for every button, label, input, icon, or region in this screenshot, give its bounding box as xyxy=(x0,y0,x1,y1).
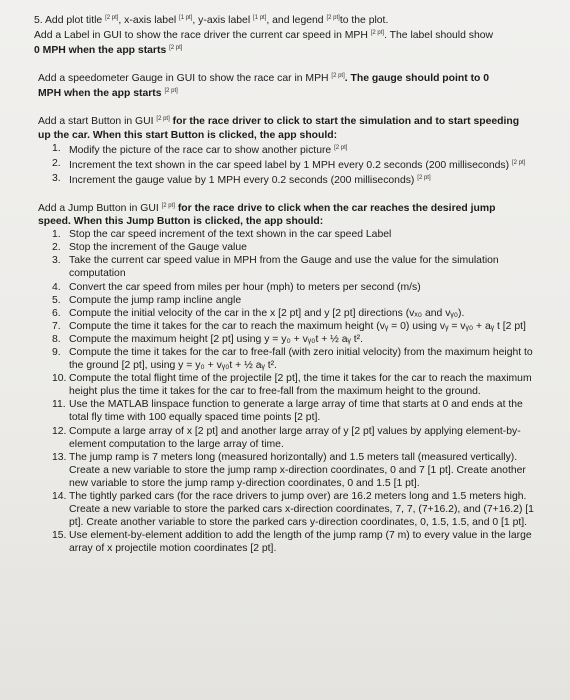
start-button-instruction-cont: for the race driver to click to start the simulation and to start speeding xyxy=(172,116,520,128)
points-badge: [2 pt] xyxy=(370,30,385,37)
label-start-text: 0 MPH when the app starts xyxy=(34,45,167,57)
start-button-steps xyxy=(52,142,544,187)
plot-title-text: 5. Add plot title xyxy=(34,15,103,26)
list-item-text: Compute the jump ramp incline angle xyxy=(69,294,242,306)
list-item: 1. Modify the picture of the race car to show another picture [2 pt] xyxy=(52,142,348,156)
points-badge: [1 pt] xyxy=(179,15,193,21)
list-item-text: The tightly parked cars (for the race drivers to jump over) are 16.2 meters long and 1.5 meters high. Create a new variable to store the parked cars x-direction coordinates, 7, 7, (7+16.2), and (7+16.2) [1 pt]. Create another variable to store the parked cars y-direction coordinates, 0, 1.5, 1.5, and 0 [1 pt]. xyxy=(69,491,534,529)
list-item xyxy=(52,529,544,555)
list-item-text: Use element-by-element addition to add the length of the jump ramp (7 m) to every value in the large array of x projectile motion coordinates [2 pt]. xyxy=(69,530,532,555)
list-number: 9. xyxy=(52,346,61,358)
start-button-instruction: Add a start Button in GUI xyxy=(38,116,154,128)
list-number: 6. xyxy=(52,307,61,319)
list-item xyxy=(52,307,544,320)
list-number: 11. xyxy=(52,399,66,411)
gauge-start-text: MPH when the app starts xyxy=(38,88,162,100)
list-item-text: Take the current car speed value in MPH from the Gauge and use the value for the simulation computation xyxy=(69,255,499,280)
list-item xyxy=(52,254,544,280)
list-item xyxy=(52,398,544,424)
list-item xyxy=(52,346,544,372)
list-item-text: Compute the initial velocity of the car in the x [2 pt] and y [2 pt] directions (vₓ₀ and vᵧ₀). xyxy=(69,307,465,319)
list-item xyxy=(52,451,544,490)
list-item-text: Use the MATLAB linspace function to generate a large array of time that starts at 0 and ends at the total fly time with 100 equally spaced time points [2 pt]. xyxy=(69,399,523,424)
list-number: 4. xyxy=(52,281,61,293)
gauge-paragraph xyxy=(38,70,544,100)
points-badge: [2 pt] xyxy=(105,15,119,21)
list-number: 3. xyxy=(52,255,61,267)
list-item xyxy=(52,372,544,398)
list-number: 13. xyxy=(52,451,67,463)
list-item: 3. Increment the gauge value by 1 MPH every 0.2 seconds (200 milliseconds) [2 pt] xyxy=(52,172,431,186)
list-item-text: Compute a large array of x [2 pt] and another large array of y [2 pt] values by applying element-by-element computation to the large array of time. xyxy=(69,425,521,450)
list-number: 2. xyxy=(52,242,61,254)
list-item-text: Compute the maximum height [2 pt] using y = y₀ + vᵧ₀t + ½ aᵧ t². xyxy=(69,333,363,345)
points-badge: [2 pt] xyxy=(161,202,175,209)
list-item-text: The jump ramp is 7 meters long (measured horizontally) and 1.5 meters tall (measured vertically). Create a new variable to store the jump ramp x-direction coordinates, 0 and 7 [1 pt]. Create another new variable to store the jump ramp y-direction coordinates, 0 and 1.5 [1 pt]. xyxy=(69,451,526,489)
plot-labels-paragraph xyxy=(34,12,544,57)
jump-button-instruction: Add a Jump Button in GUI xyxy=(38,202,159,214)
start-button-instruction-line2: up the car. When this start Button is clicked, the app should: xyxy=(38,129,338,141)
y-axis-label-text: , y-axis label xyxy=(192,15,251,26)
list-number: 10. xyxy=(52,373,67,385)
jump-button-instruction-line2: speed. When this Jump Button is clicked, the app should: xyxy=(38,216,324,228)
list-item xyxy=(52,333,544,346)
list-item xyxy=(52,228,544,241)
list-item xyxy=(52,294,544,307)
list-item xyxy=(52,281,544,294)
start-button-section xyxy=(38,113,544,186)
list-item-text: Compute the total flight time of the projectile [2 pt], the time it takes for the car to reach the maximum height plus the time it takes for the car to free-fall from the maximum height to the ground. xyxy=(69,373,532,398)
list-number: 7. xyxy=(52,320,61,332)
gauge-instruction-cont: . The gauge should point to 0 xyxy=(344,73,490,85)
list-number: 12. xyxy=(52,425,67,437)
list-number: 5. xyxy=(52,294,61,306)
list-item-text: Stop the increment of the Gauge value xyxy=(69,242,247,254)
points-badge: [2 pt] xyxy=(164,88,178,95)
legend-text: , and legend xyxy=(266,15,324,26)
list-number: 1. xyxy=(52,229,61,241)
points-badge: [2 pt] xyxy=(326,15,340,21)
list-item: 2. Increment the text shown in the car speed label by 1 MPH every 0.2 seconds (200 milliseconds) [2 pt] xyxy=(52,157,526,171)
list-item xyxy=(52,320,544,333)
list-number: 14. xyxy=(52,491,67,502)
list-item-text: Compute the time it takes for the car to free-fall (with zero initial velocity) from the maximum height to the ground [2 pt], using y = y₀ + vᵧ₀t + ½ aᵧ t². xyxy=(69,346,533,372)
jump-button-steps xyxy=(52,228,544,555)
label-instruction-cont: . The label should show xyxy=(384,30,494,42)
points-badge: [2 pt] xyxy=(331,73,345,80)
list-item-text: Convert the car speed from miles per hour (mph) to meters per second (m/s) xyxy=(69,281,421,293)
list-number: 8. xyxy=(52,333,61,345)
points-badge: [2 pt] xyxy=(156,116,170,123)
jump-button-instruction-cont: for the race drive to click when the car reaches the desired jump xyxy=(177,202,496,214)
gauge-instruction-text: Add a speedometer Gauge in GUI to show the race car in MPH xyxy=(38,73,329,85)
list-number: 15. xyxy=(52,530,67,542)
list-item xyxy=(52,241,544,254)
list-item-text: Compute the time it takes for the car to reach the maximum height (vᵧ = 0) using vᵧ = vᵧ₀ + aᵧ t [2 pt] xyxy=(69,320,526,332)
x-axis-label-text: , x-axis label xyxy=(118,15,177,26)
jump-button-section xyxy=(38,200,544,556)
list-item xyxy=(52,425,544,451)
points-badge: [1 pt] xyxy=(253,15,267,21)
list-item-text: Stop the car speed increment of the text shown in the car speed Label xyxy=(69,229,392,241)
list-item xyxy=(52,490,544,529)
label-instruction-text: Add a Label in GUI to show the race driver the current car speed in MPH xyxy=(34,30,368,42)
to-the-plot-text: to the plot. xyxy=(339,15,389,26)
points-badge: [2 pt] xyxy=(169,45,183,52)
